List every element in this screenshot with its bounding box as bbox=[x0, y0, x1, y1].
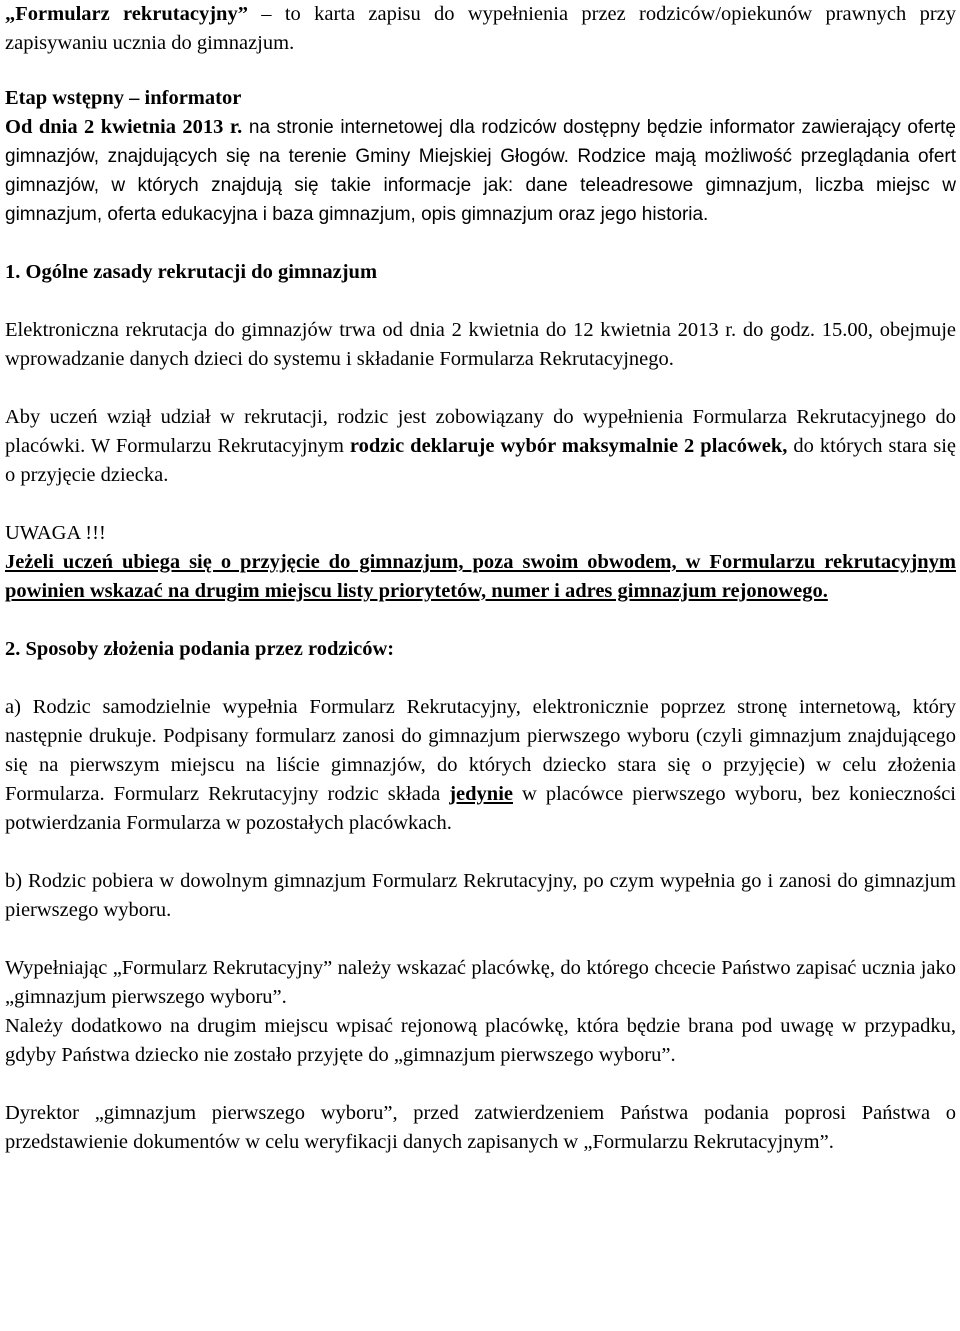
form-title: „Formularz rekrutacyjny” bbox=[5, 3, 248, 25]
warning-text: Jeżeli uczeń ubiega się o przyjęcie do gimnazjum, poza swoim obwodem, w Formularzu rekrutacyjnym powinien wskazać na drugim miejscu listy priorytetów, numer i adres gimnazjum rejonowego. bbox=[5, 551, 956, 602]
section1-para1: Elektroniczna rekrutacja do gimnazjów trwa od dnia 2 kwietnia do 12 kwietnia 2013 r. do godz. 15.00, obejmuje wprowadzanie danych dzieci do systemu i składanie Formularza Rekrutacyjnego. bbox=[5, 319, 956, 370]
stage-text: na stronie internetowej dla rodziców dostępny będzie informator zawierający ofertę gimnazjów, znajdujących się na terenie Gminy Miejskiej Głogów. bbox=[5, 117, 956, 167]
stage-text-2: Rodzice mają możliwość przeglądania ofert gimnazjów, w których znajdują się takie informacje jak: dane teleadresowe gimnazjum, liczba miejsc w gimnazjum, oferta edukacyjna i baza gimnazjum, opis gimnazjum oraz jego historia. bbox=[5, 146, 957, 225]
option-a-text-end: w placówce pierwszego wyboru, bez konieczności potwierdzania Formularza w pozostałych placówkach. bbox=[5, 783, 956, 834]
option-a-emphasis: jedynie bbox=[449, 783, 513, 805]
fill-instructions-2: Należy dodatkowo na drugim miejscu wpisać rejonową placówkę, która będzie brana pod uwagę w przypadku, gdyby Państwa dziecko nie zostało przyjęte do „gimnazjum pierwszego wyboru”. bbox=[5, 1015, 956, 1066]
intro-text: – to karta zapisu do wypełnienia przez rodziców/opiekunów prawnych przy zapisywaniu ucznia do gimnazjum. bbox=[5, 3, 957, 54]
stage-paragraph bbox=[5, 113, 956, 229]
stage-date: Od dnia 2 kwietnia 2013 r. bbox=[5, 116, 243, 138]
section1-para2 bbox=[5, 403, 956, 490]
intro-paragraph bbox=[5, 0, 956, 58]
fill-instructions-1: Wypełniając „Formularz Rekrutacyjny” należy wskazać placówkę, do którego chcecie Państwo zapisać ucznia jako „gimnazjum pierwszego wyboru”. bbox=[5, 957, 956, 1008]
option-b-paragraph: b) Rodzic pobiera w dowolnym gimnazjum Formularz Rekrutacyjny, po czym wypełnia go i zanosi do gimnazjum pierwszego wyboru. bbox=[5, 870, 956, 921]
stage-heading: Etap wstępny – informator bbox=[5, 87, 242, 109]
section1-para2-text: Aby uczeń wziął udział w rekrutacji, rodzic jest zobowiązany do wypełnienia Formularza Rekrutacyjnego do placówki. W Formularzu Rekrutacyjnym bbox=[5, 406, 956, 457]
warning-label: UWAGA !!! bbox=[5, 522, 106, 544]
director-paragraph: Dyrektor „gimnazjum pierwszego wyboru”, przed zatwierdzeniem Państwa podania poprosi Państwa o przedstawienie dokumentów w celu weryfikacji danych zapisanych w „Formularzu Rekrutacyjnym”. bbox=[5, 1102, 956, 1153]
section1-heading: 1. Ogólne zasady rekrutacji do gimnazjum bbox=[5, 261, 378, 283]
option-a-text: a) Rodzic samodzielnie wypełnia Formularz Rekrutacyjny, elektronicznie poprzez stronę internetową, który następnie drukuje. Podpisany formularz zanosi do gimnazjum pierwszego wyboru (czyli gimnazjum znajdującego się na pierwszym miejscu na liście gimnazjów, do których dziecko stara się o przyjęcie) w celu złożenia Formularza. Formularz Rekrutacyjny rodzic składa bbox=[5, 696, 956, 805]
section2-heading: 2. Sposoby złożenia podania przez rodziców: bbox=[5, 638, 395, 660]
section1-para2-emphasis: rodzic deklaruje wybór maksymalnie 2 placówek, bbox=[349, 435, 788, 457]
option-a-paragraph bbox=[5, 693, 956, 838]
document-page bbox=[5, 0, 956, 1157]
section1-para2-end: do których stara się o przyjęcie dziecka. bbox=[5, 435, 957, 486]
